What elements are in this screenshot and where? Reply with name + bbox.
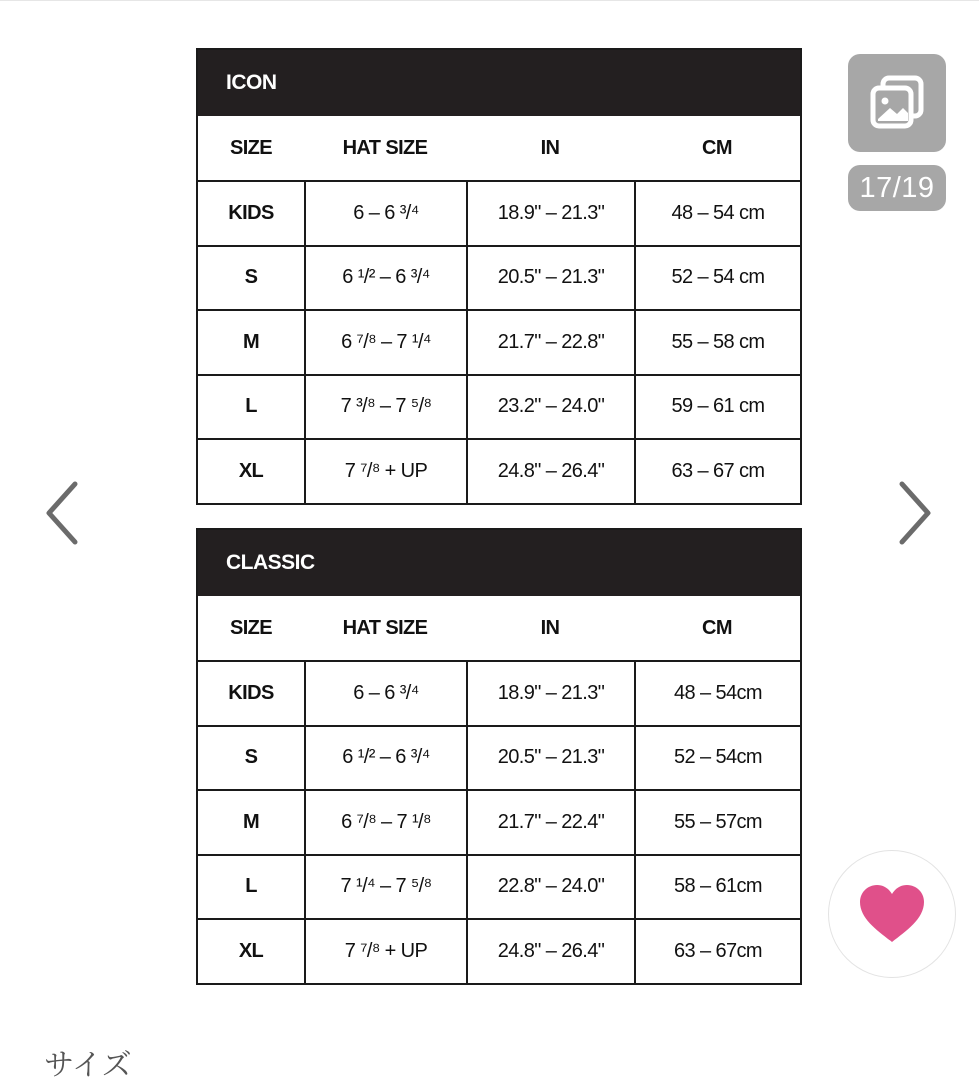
- header-size: SIZE: [229, 136, 273, 159]
- table-header-row: [198, 116, 800, 180]
- header-in: IN: [540, 136, 560, 159]
- header-hat-size: HAT SIZE: [342, 616, 428, 639]
- table-row: [198, 918, 800, 983]
- prev-image-button[interactable]: [42, 478, 82, 548]
- inch-cell: 23.2" – 24.0": [466, 376, 634, 439]
- size-cell: XL: [238, 459, 264, 482]
- header-hat-size: HAT SIZE: [342, 136, 428, 159]
- table-title: ICON: [198, 50, 800, 116]
- size-cell: KIDS: [228, 681, 274, 704]
- next-image-button[interactable]: [895, 478, 935, 548]
- size-cell: S: [244, 266, 258, 289]
- hat-size-cell: 6 – 6 ³/⁴: [304, 662, 466, 725]
- inch-cell: 18.9" – 21.3": [466, 182, 634, 245]
- inch-cell: 24.8" – 26.4": [466, 440, 634, 503]
- top-divider: [0, 0, 979, 1]
- size-cell: KIDS: [228, 201, 274, 224]
- chevron-right-icon: [895, 478, 935, 548]
- table-row: [198, 180, 800, 245]
- hat-size-cell: 7 ³/⁸ – 7 ⁵/⁸: [304, 376, 466, 439]
- table-row: [198, 374, 800, 439]
- cm-cell: 55 – 58 cm: [634, 311, 800, 374]
- table-row: [198, 725, 800, 790]
- table-row: [198, 854, 800, 919]
- header-size: SIZE: [229, 616, 273, 639]
- table-row: [198, 660, 800, 725]
- cm-cell: 52 – 54 cm: [634, 247, 800, 310]
- inch-cell: 18.9" – 21.3": [466, 662, 634, 725]
- cm-cell: 48 – 54cm: [634, 662, 800, 725]
- inch-cell: 21.7" – 22.8": [466, 311, 634, 374]
- cm-cell: 63 – 67cm: [634, 920, 800, 983]
- header-in: IN: [540, 616, 560, 639]
- gallery-view-button[interactable]: [848, 54, 946, 152]
- size-cell: L: [245, 875, 257, 898]
- cm-cell: 48 – 54 cm: [634, 182, 800, 245]
- hat-size-cell: 6 ⁷/⁸ – 7 ¹/⁴: [304, 311, 466, 374]
- cm-cell: 58 – 61cm: [634, 856, 800, 919]
- image-gallery-icon: [866, 72, 928, 134]
- table-row: [198, 309, 800, 374]
- cm-cell: 59 – 61 cm: [634, 376, 800, 439]
- classic-size-table: [196, 528, 802, 985]
- hat-size-cell: 7 ⁷/⁸ + UP: [304, 440, 466, 503]
- cm-cell: 55 – 57cm: [634, 791, 800, 854]
- size-cell: M: [242, 330, 260, 353]
- size-cell: M: [242, 810, 260, 833]
- hat-size-cell: 6 ¹/² – 6 ³/⁴: [304, 727, 466, 790]
- size-cell: L: [245, 395, 257, 418]
- hat-size-cell: 7 ¹/⁴ – 7 ⁵/⁸: [304, 856, 466, 919]
- inch-cell: 24.8" – 26.4": [466, 920, 634, 983]
- hat-size-cell: 6 ⁷/⁸ – 7 ¹/⁸: [304, 791, 466, 854]
- inch-cell: 22.8" – 24.0": [466, 856, 634, 919]
- icon-size-table: [196, 48, 802, 505]
- inch-cell: 20.5" – 21.3": [466, 247, 634, 310]
- cm-cell: 52 – 54cm: [634, 727, 800, 790]
- table-row: [198, 245, 800, 310]
- gallery-counter: 17/19: [848, 165, 946, 211]
- table-row: [198, 789, 800, 854]
- inch-cell: 20.5" – 21.3": [466, 727, 634, 790]
- heart-icon: [858, 884, 926, 944]
- cm-cell: 63 – 67 cm: [634, 440, 800, 503]
- header-cm: CM: [702, 616, 732, 639]
- header-cm: CM: [702, 136, 732, 159]
- table-title: CLASSIC: [198, 530, 800, 596]
- table-header-row: [198, 596, 800, 660]
- hat-size-cell: 6 – 6 ³/⁴: [304, 182, 466, 245]
- size-cell: XL: [238, 939, 264, 962]
- section-label: サイズ: [44, 1048, 132, 1083]
- table-row: [198, 438, 800, 503]
- size-cell: S: [244, 746, 258, 769]
- hat-size-cell: 7 ⁷/⁸ + UP: [304, 920, 466, 983]
- hat-size-cell: 6 ¹/² – 6 ³/⁴: [304, 247, 466, 310]
- favorite-button[interactable]: [828, 850, 956, 978]
- inch-cell: 21.7" – 22.4": [466, 791, 634, 854]
- chevron-left-icon: [42, 478, 82, 548]
